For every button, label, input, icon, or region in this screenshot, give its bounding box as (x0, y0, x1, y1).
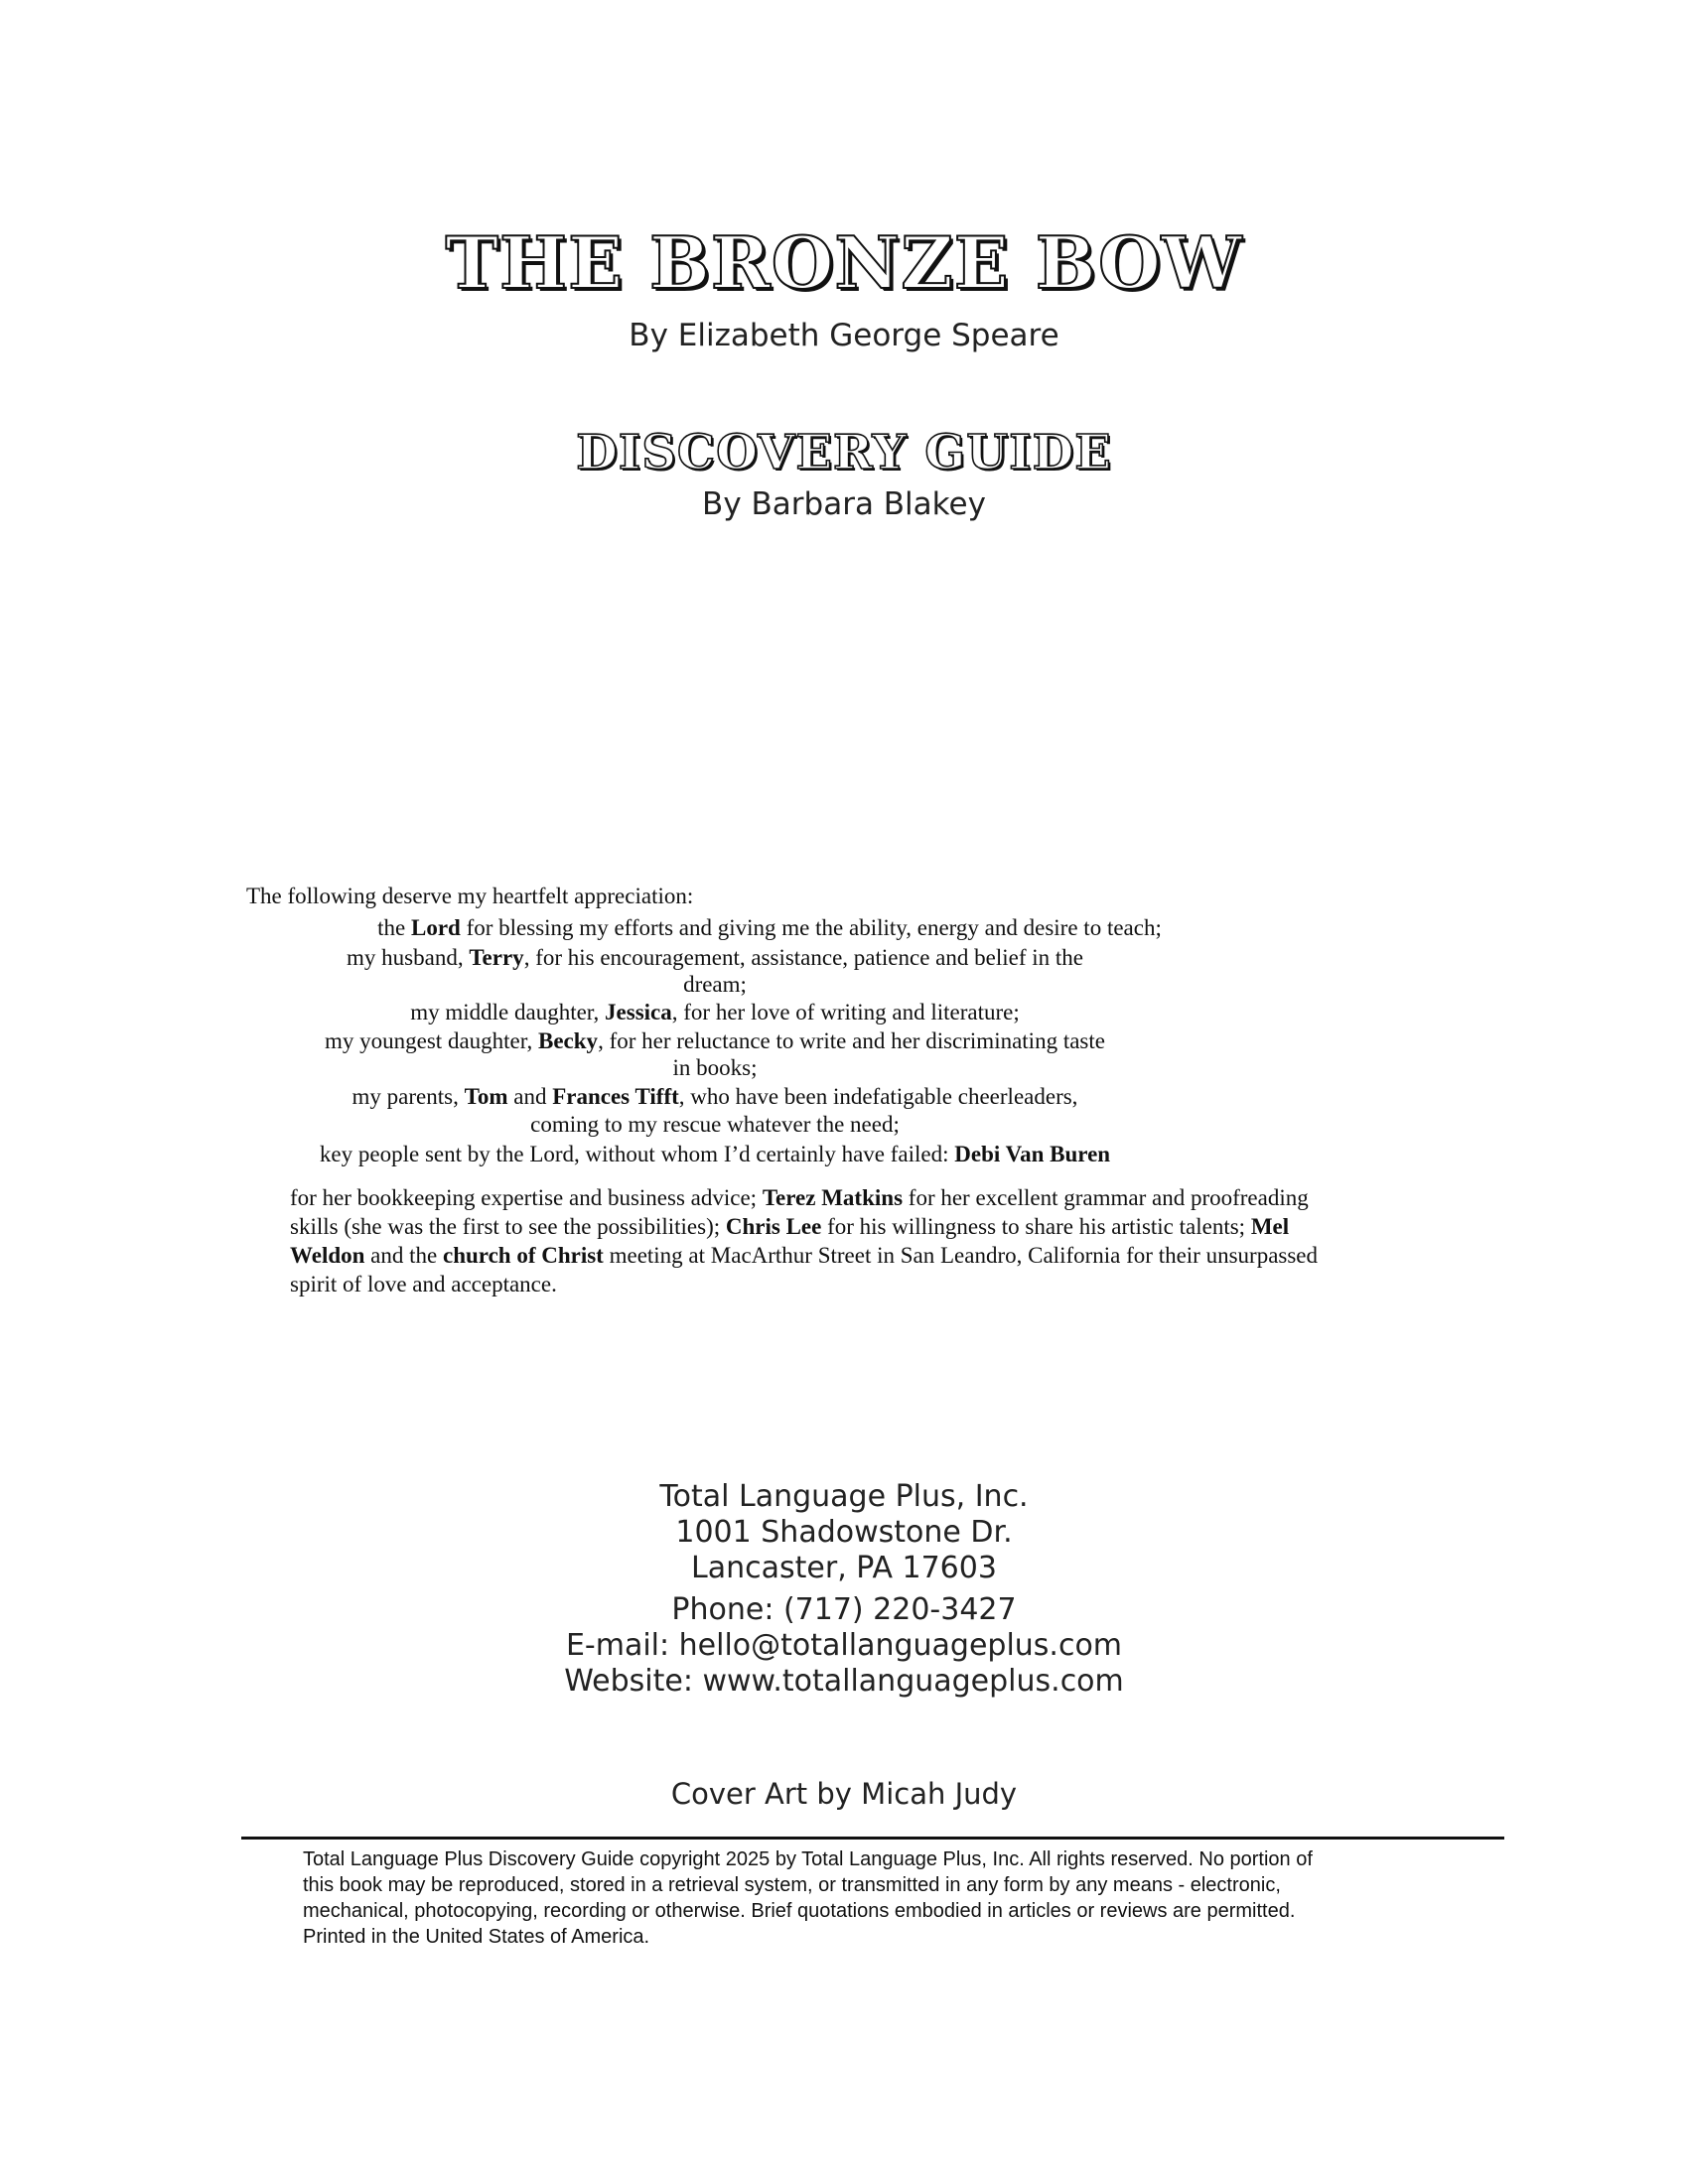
copyright-notice (303, 1846, 1475, 1950)
publisher-info (0, 1479, 1688, 1700)
ack-line-dream: dream; (683, 972, 747, 997)
publisher-email: E-mail: hello@totallanguageplus.com (565, 1628, 1123, 1663)
publisher-street: 1001 Shadowstone Dr. (675, 1515, 1013, 1550)
copyright-line: mechanical, photocopying, recording or otherwise. Brief quotations embodied in articles or reviews are permitted. (303, 1900, 1296, 1922)
divider-rule (241, 1837, 1504, 1840)
ack-line-parents: my parents, Tom and Frances Tifft, who have been indefatigable cheerleaders, (352, 1084, 1078, 1109)
publisher-name: Total Language Plus, Inc. (659, 1479, 1029, 1514)
ack-intro: The following deserve my heartfelt appreciation: (246, 884, 694, 908)
copyright-line: this book may be reproduced, stored in a retrieval system, or transmitted in any form by any means - electronic, (303, 1874, 1281, 1896)
ack-line-jessica: my middle daughter, Jessica, for her love of writing and literature; (410, 1000, 1020, 1024)
book-author: By Elizabeth George Speare (629, 318, 1059, 353)
publisher-city: Lancaster, PA 17603 (691, 1551, 997, 1585)
guide-title: DISCOVERY GUIDE (576, 425, 1112, 480)
copyright-line: Printed in the United States of America. (303, 1926, 650, 1948)
ack-line-rescue: coming to my rescue whatever the need; (530, 1112, 900, 1137)
ack-line-key-people: key people sent by the Lord, without whom I’d certainly have failed: Debi Van Buren (319, 1142, 1111, 1166)
guide-author: By Barbara Blakey (702, 486, 986, 522)
cover-art-credit: Cover Art by Micah Judy (670, 1777, 1018, 1811)
book-title: THE BRONZE BOW (445, 220, 1243, 305)
ack-line-becky: my youngest daughter, Becky, for her reluctance to write and her discriminating taste (325, 1028, 1105, 1053)
ack-line-terry: my husband, Terry, for his encouragement, assistance, patience and belief in the (347, 945, 1083, 970)
publisher-website: Website: www.totallanguageplus.com (564, 1664, 1124, 1699)
publisher-phone: Phone: (717) 220-3427 (671, 1592, 1017, 1627)
ack-paragraph: for her bookkeeping expertise and business advice; Terez Matkins for her excellent grammar and proofreading skills (she was the first to see the possibilities); Chris Lee for his willingness to share his artistic talents; Mel Weldon and the church of Christ meeting at MacArthur Street in San Leandro, California for their unsurpassed spirit of love and acceptance. (290, 1185, 1319, 1297)
ack-line-lord: the Lord for blessing my efforts and giving me the ability, energy and desire to teach; (377, 915, 1162, 940)
ack-line-books: in books; (672, 1055, 758, 1080)
copyright-line: Total Language Plus Discovery Guide copyright 2025 by Total Language Plus, Inc. All rights reserved. No portion of (303, 1848, 1313, 1870)
